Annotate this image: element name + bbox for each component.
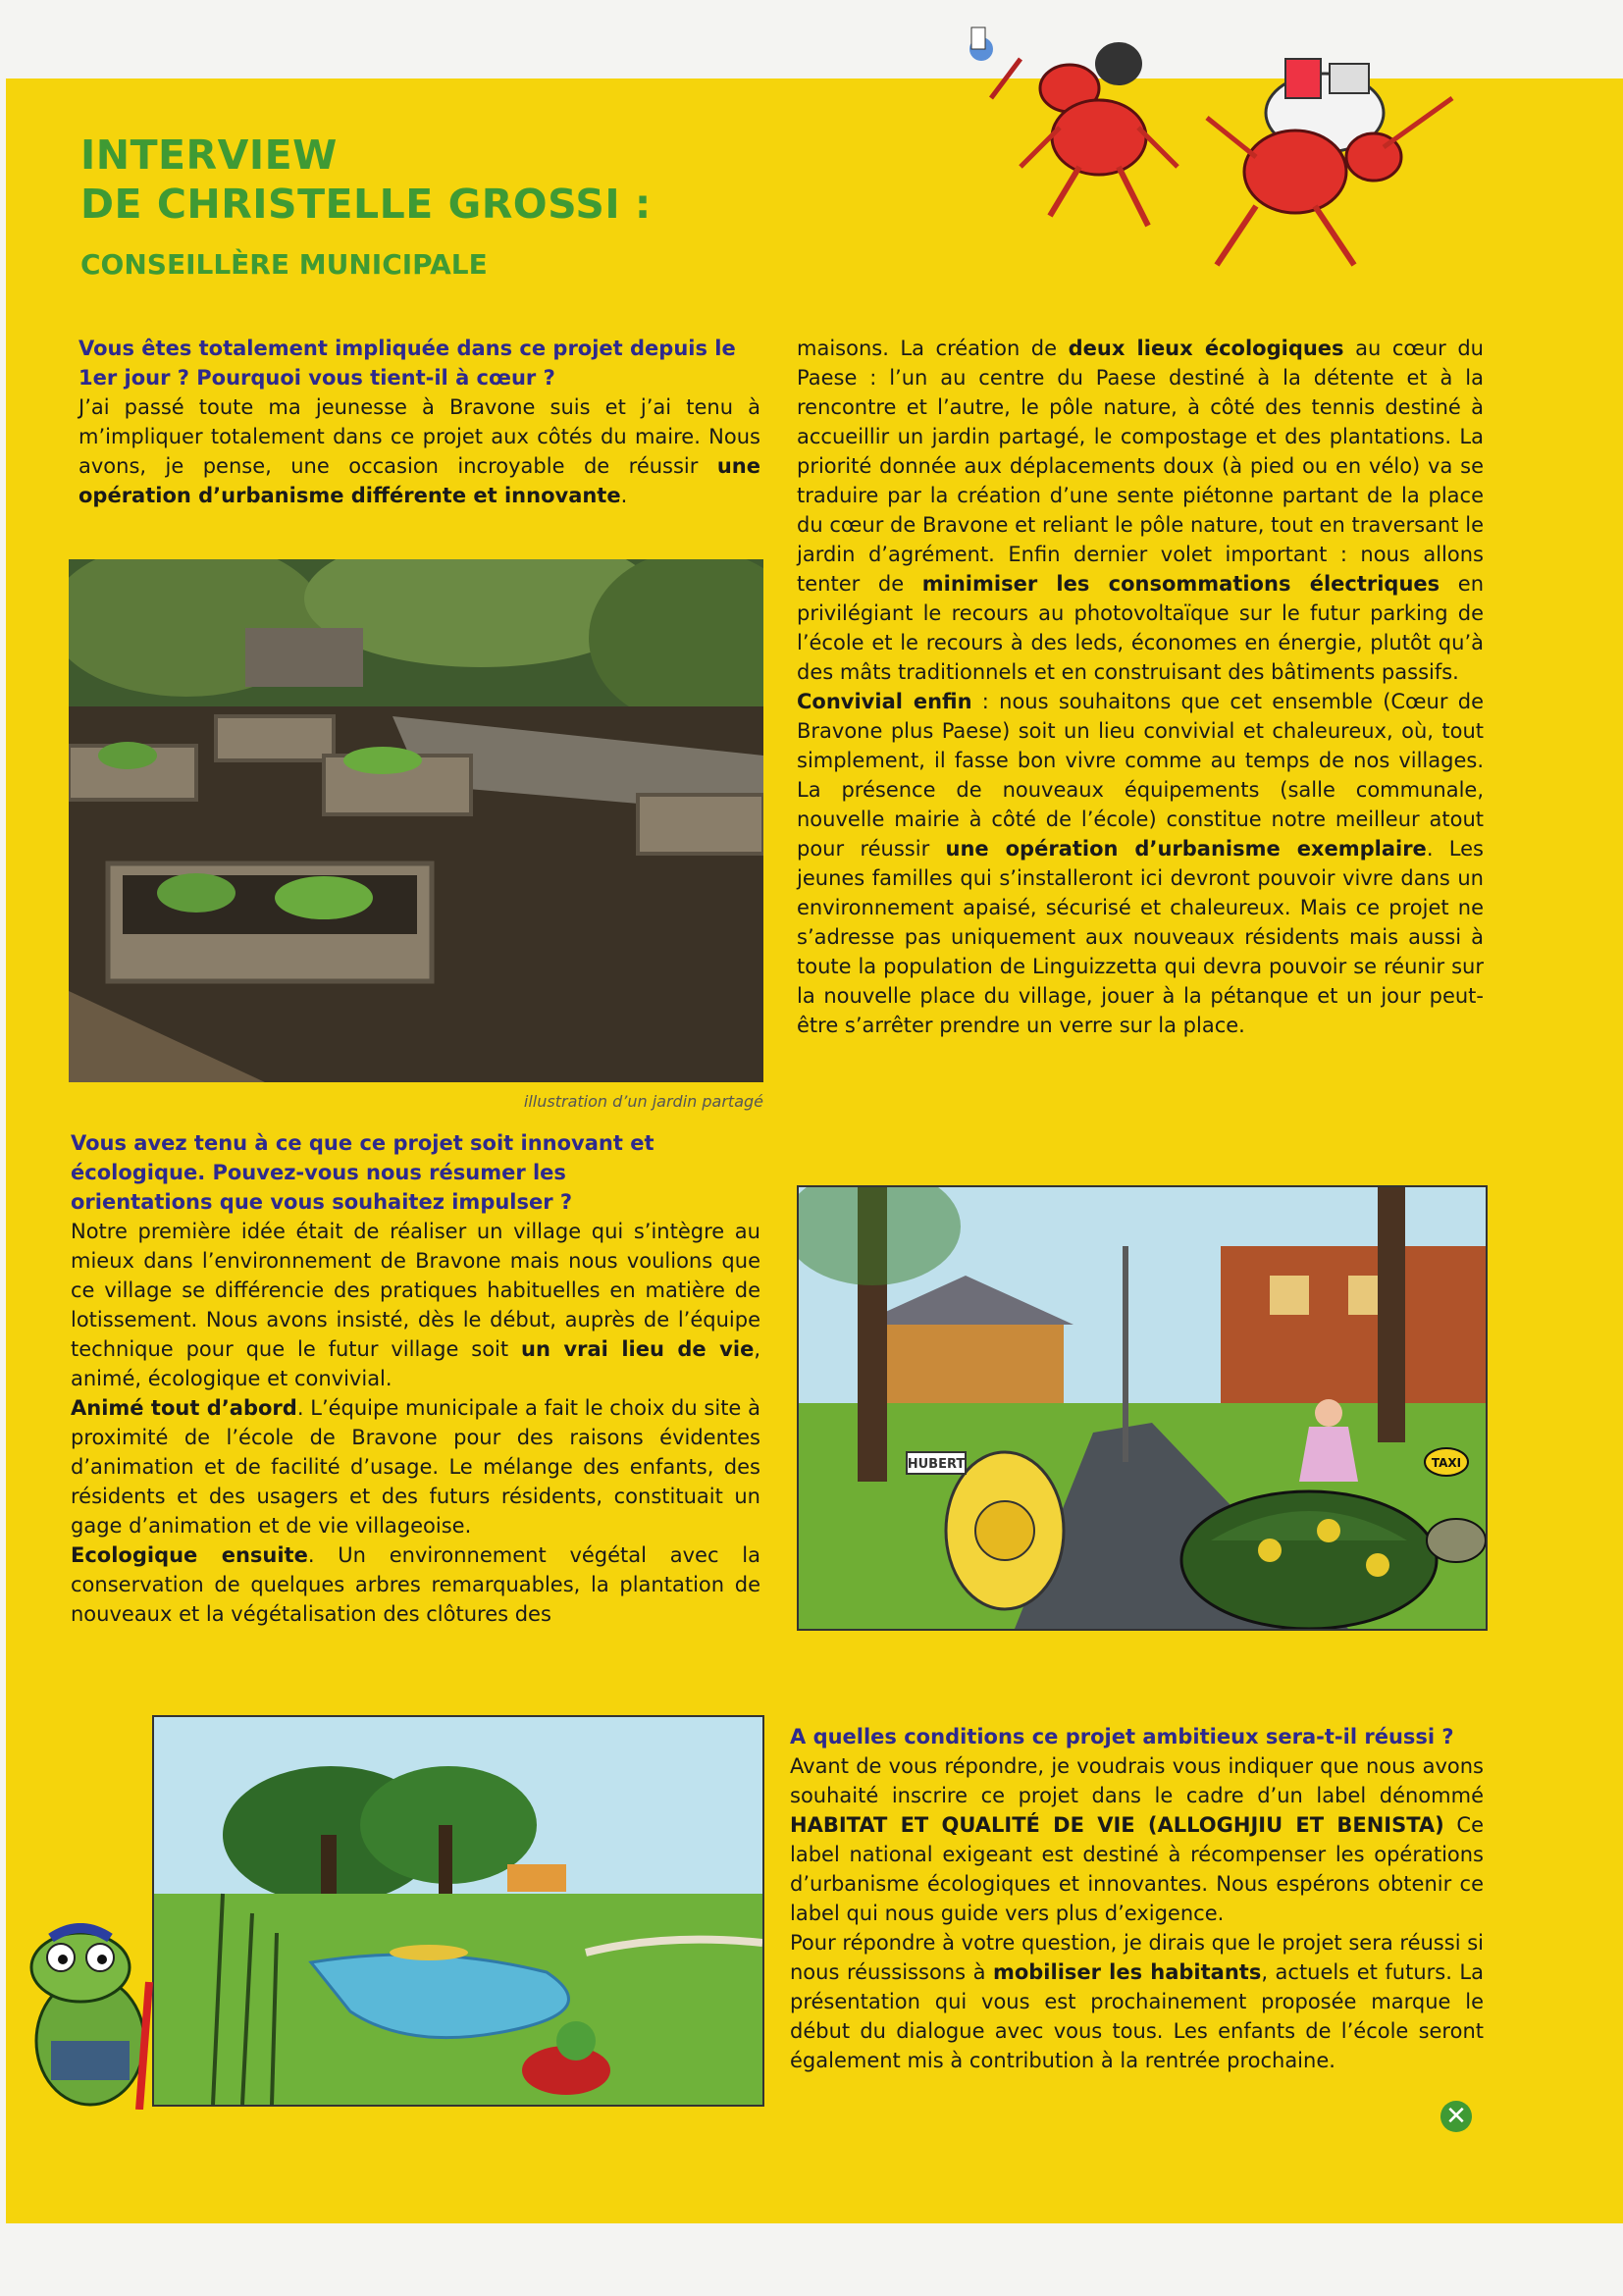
end-of-article-icon: ✕ [1440,2101,1472,2132]
right-column-text [797,334,1484,1040]
name-tag: HUBERT [907,1457,966,1472]
question-1: Vous êtes totalement impliquée dans ce projet depuis le 1er jour ? Pourquoi vous tient-il à cœur ? [79,337,736,390]
ant-right-icon [1207,59,1452,265]
answer-3-p2: Pour répondre à votre question, je dirais que le projet sera réussi si nous réussissons à mobiliser les habitants, actuels et futurs. La présentation qui vous est prochainement proposée marque le début du dialogue avec vous tous. Les enfants de l’école seront également mis à contribution à la rentrée prochaine. [790,1931,1484,2072]
answer-2-p2: Animé tout d’abord. L’équipe municipale a fait le choix du site à proximité de l’école de Bravone pour des raisons évidentes d’animation et de facilité d’usage. Le mélange des enfants, des résidents et des usagers et des futurs résidents, constituait un gage d’animation et de vie villageoise. [71,1396,760,1538]
question-3: A quelles conditions ce projet ambitieux sera-t-il réussi ? [790,1725,1454,1748]
right-p2: Convivial enfin : nous souhaitons que cet ensemble (Cœur de Bravone plus Paese) soit un lieu convivial et chaleureux, où, tout simplement, il fasse bon vivre comme au temps de nos villages. La présence de nouveaux équipements (salle communale, nouvelle mairie à côté de l’école) constitue notre meilleur atout pour réussir une opération d’urbanisme exemplaire. Les jeunes familles qui s’installeront ici devront pouvoir vivre dans un environnement apaisé, sécurisé et chaleureux. Mais ce projet ne s’adresse pas uniquement aux nouveaux résidents mais aussi à toute la population de Linguizzetta qui devra pouvoir se réunir sur la nouvelle place du village, jouer à la pétanque et un jour peut-être s’arrêter prendre un verre sur la place. [797,690,1485,1037]
garden-photo [69,559,763,1082]
ant-left-icon [969,27,1178,226]
answer-2-p3: Ecologique ensuite. Un environnement végétal avec la conservation de quelques arbres remarquables, la plantation de nouveaux et la végétalisation des clôtures des [71,1543,760,1626]
taxi-sign: TAXI [1431,1456,1462,1470]
page-subtitle: CONSEILLÈRE MUNICIPALE [80,248,488,281]
frog-mascot-icon [12,1923,188,2110]
page-title: INTERVIEW DE CHRISTELLE GROSSI : [80,131,652,228]
pond-illustration [152,1715,764,2107]
question-2-block [71,1128,760,1629]
answer-1: J’ai passé toute ma jeunesse à Bravone suis et j’ai tenu à m’impliquer totalement dans ce projet aux côtés du maire. Nous avons, je pense, une occasion incroyable de réussir une opération d’urbanisme différente et innovante. [79,395,760,507]
right-p1: maisons. La création de deux lieux écologiques au cœur du Paese : l’un au centre du Paese destiné à la détente et à la rencontre et l’autre, le pôle nature, à côté des tennis destiné à accueillir un jardin partagé, le compostage et des plantations. La priorité donnée aux déplacements doux (à pied ou en vélo) va se traduire par la création d’une sente piétonne partant de la place du cœur de Bravone et reliant le pôle nature, tout en traversant le jardin d’agrément. Enfin dernier volet important : nous allons tenter de minimiser les consommations électriques en privilégiant le recours au photovoltaïque sur le futur parking de l’école et le recours à des leds, économes en énergie, plutôt qu’à des mâts traditionnels et en construisant des bâtiments passifs. [797,337,1485,684]
question-2: Vous avez tenu à ce que ce projet soit innovant et écologique. Pouvez-vous nous résumer les orientations que vous souhaitez impulser ? [71,1131,654,1214]
street-illustration [797,1185,1488,1631]
photo-caption: illustration d’un jardin partagé [523,1092,763,1111]
answer-2-p1: Notre première idée était de réaliser un village qui s’intègre au mieux dans l’environnement de Bravone mais nous voulions que ce village se différencie des pratiques habituelles en matière de lotissement. Nous avons insisté, dès le début, auprès de l’équipe technique pour que le futur village soit un vrai lieu de vie, animé, écologique et convivial. [71,1220,760,1390]
answer-3-p1: Avant de vous répondre, je voudrais vous indiquer que nous avons souhaité inscrire ce projet dans le cadre d’un label dénommé HABITAT ET QUALITÉ DE VIE (ALLOGHJIU ET BENISTA) Ce label national exigeant est destiné à récompenser les opérations d’urbanisme écologiques et innovantes. Nous espérons obtenir ce label qui nous guide vers plus d’exigence. [790,1754,1484,1925]
question-3-block [790,1722,1484,2075]
ants-illustration [962,20,1511,285]
question-1-block [79,334,760,510]
